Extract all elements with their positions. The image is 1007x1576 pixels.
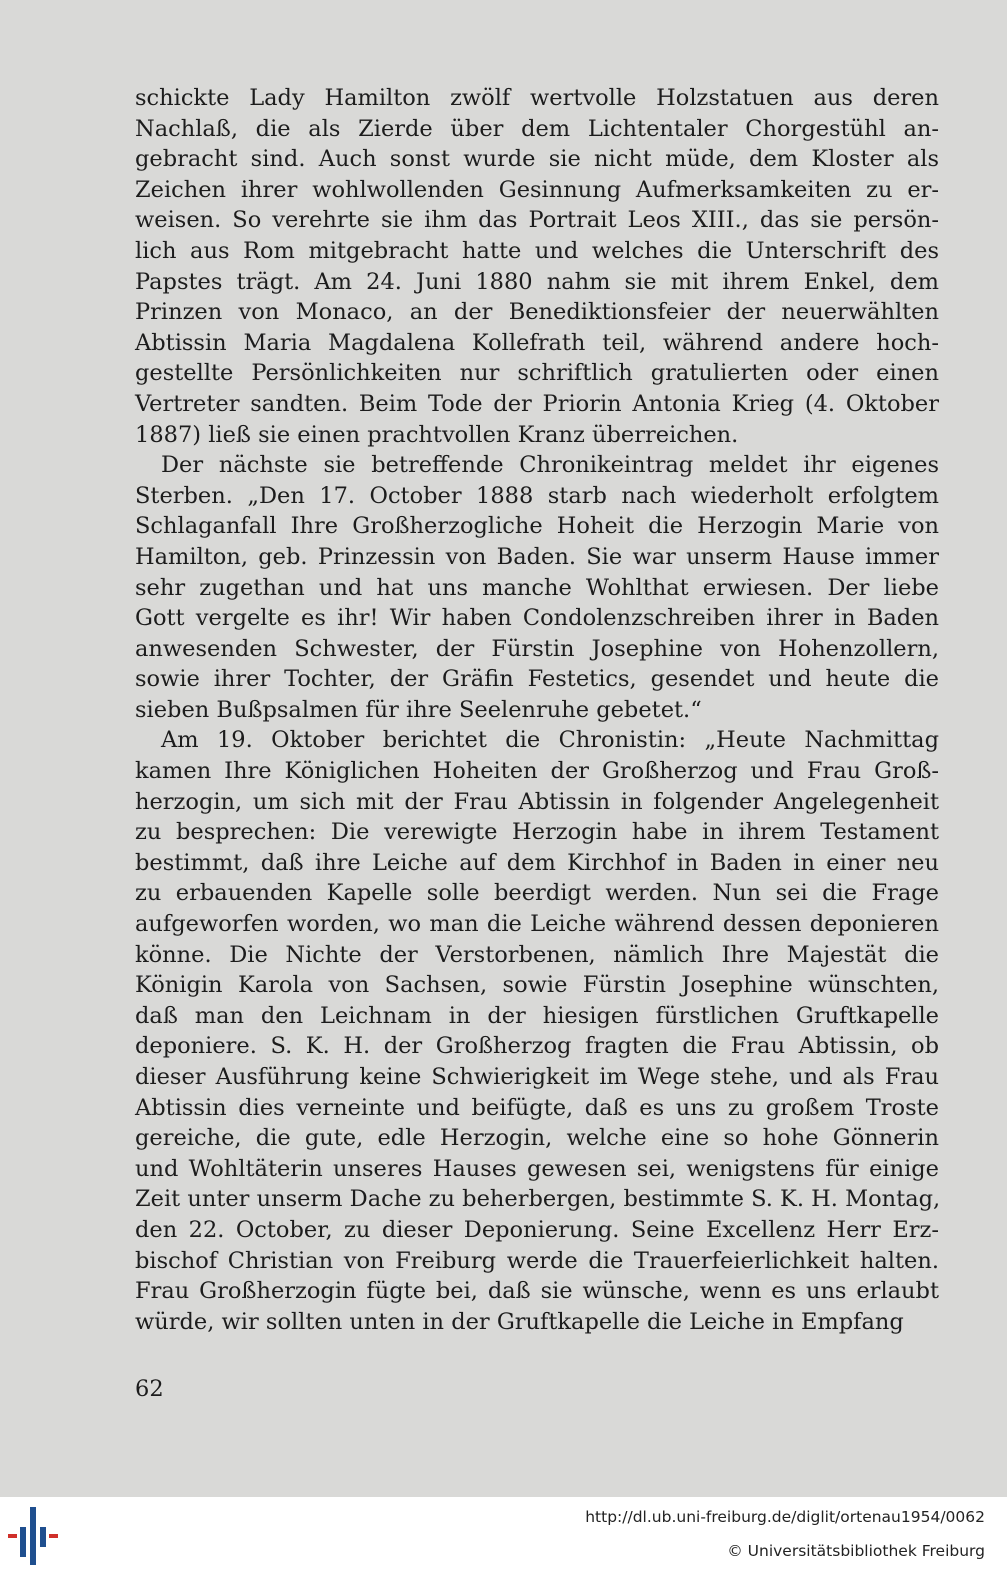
text-line: zu besprechen: Die verewigte Herzogin habe in ihrem Testament xyxy=(135,819,939,846)
text-line: zu erbauenden Kapelle solle beerdigt werden. Nun sei die Frage xyxy=(135,880,939,907)
text-line: Zeichen ihrer wohlwollenden Gesinnung Aufmerksamkeiten zu er- xyxy=(135,176,939,203)
body-text xyxy=(135,83,939,1337)
ub-freiburg-logo-icon[interactable] xyxy=(4,1503,64,1567)
text-line: Sterben. „Den 17. October 1888 starb nach wiederholt erfolgtem xyxy=(135,482,939,509)
text-line: kamen Ihre Königlichen Hoheiten der Großherzog und Frau Groß- xyxy=(135,758,939,785)
text-line: Abtissin Maria Magdalena Kollefrath teil, während andere hoch- xyxy=(135,329,939,356)
text-line: gereiche, die gute, edle Herzogin, welche eine so hohe Gönnerin xyxy=(135,1125,939,1152)
text-line: Nachlaß, die als Zierde über dem Lichtentaler Chorgestühl an- xyxy=(135,115,939,142)
text-line: Hamilton, geb. Prinzessin von Baden. Sie war unserm Hause immer xyxy=(135,543,939,570)
text-line: bischof Christian von Freiburg werde die Trauerfeierlichkeit halten. xyxy=(135,1247,939,1274)
text-line: Gott vergelte es ihr! Wir haben Condolenzschreiben ihrer in Baden xyxy=(135,605,939,632)
text-line: Vertreter sandten. Beim Tode der Priorin Antonia Krieg (4. Oktober xyxy=(135,390,939,417)
text-line: sehr zugethan und hat uns manche Wohlthat erwiesen. Der liebe xyxy=(135,574,939,601)
text-line: und Wohltäterin unseres Hauses gewesen sei, wenigstens für einige xyxy=(135,1155,939,1182)
text-line: Zeit unter unserm Dache zu beherbergen, bestimmte S. K. H. Montag, xyxy=(135,1186,941,1213)
text-line: deponiere. S. K. H. der Großherzog fragten die Frau Abtissin, ob xyxy=(135,1033,939,1060)
text-line: gestellte Persönlichkeiten nur schriftlich gratulierten oder einen xyxy=(135,360,939,387)
text-line: könne. Die Nichte der Verstorbenen, nämlich Ihre Majestät die xyxy=(135,941,939,968)
paragraph xyxy=(135,83,939,450)
text-line: Frau Großherzogin fügte bei, daß sie wünsche, wenn es uns erlaubt xyxy=(135,1278,939,1305)
paragraph xyxy=(135,450,939,725)
text-line: anwesenden Schwester, der Fürstin Josephine von Hohenzollern, xyxy=(135,635,939,662)
text-line: Abtissin dies verneinte und beifügte, daß es uns zu großem Troste xyxy=(135,1094,939,1121)
text-line: sowie ihrer Tochter, der Gräfin Festetics, gesendet und heute die xyxy=(135,666,939,693)
text-line: gebracht sind. Auch sonst wurde sie nicht müde, dem Kloster als xyxy=(135,146,939,173)
text-line: herzogin, um sich mit der Frau Abtissin in folgender Angelegenheit xyxy=(135,788,939,815)
text-line: dieser Ausführung keine Schwierigkeit im Wege stehe, und als Frau xyxy=(135,1064,939,1090)
text-line: weisen. So verehrte sie ihm das Portrait Leos XIII., das sie persön- xyxy=(135,207,939,234)
viewer-footer xyxy=(0,1497,1007,1576)
text-line: schickte Lady Hamilton zwölf wertvolle Holzstatuen aus deren xyxy=(135,85,939,111)
text-line: 1887) ließ sie einen prachtvollen Kranz überreichen. xyxy=(135,421,739,448)
text-line: aufgeworfen worden, wo man die Leiche während dessen deponieren xyxy=(135,911,939,938)
copyright-notice: © Universitätsbibliothek Freiburg xyxy=(727,1542,985,1560)
text-line: würde, wir sollten unten in der Gruftkapelle die Leiche in Empfang xyxy=(135,1308,904,1335)
text-line: Prinzen von Monaco, an der Benediktionsfeier der neuerwählten xyxy=(135,299,939,326)
text-line: Königin Karola von Sachsen, sowie Fürstin Josephine wünschten, xyxy=(135,972,939,999)
document-url-link[interactable]: http://dl.ub.uni-freiburg.de/diglit/ortenau1954/0062 xyxy=(585,1508,985,1526)
text-line: Schlaganfall Ihre Großherzogliche Hoheit die Herzogin Marie von xyxy=(135,513,939,540)
paragraph xyxy=(135,725,939,1337)
text-line: lich aus Rom mitgebracht hatte und welches die Unterschrift des xyxy=(135,237,939,264)
text-line: Der nächste sie betreffende Chronikeintrag meldet ihr eigenes xyxy=(161,452,939,479)
text-line: sieben Bußpsalmen für ihre Seelenruhe gebetet.“ xyxy=(135,696,702,723)
text-line: bestimmt, daß ihre Leiche auf dem Kirchhof in Baden in einer neu xyxy=(135,849,939,876)
page-number: 62 xyxy=(135,1376,164,1402)
text-line: daß man den Leichnam in der hiesigen fürstlichen Gruftkapelle xyxy=(135,1002,939,1029)
text-line: Papstes trägt. Am 24. Juni 1880 nahm sie mit ihrem Enkel, dem xyxy=(135,268,939,295)
text-line: den 22. October, zu dieser Deponierung. Seine Excellenz Herr Erz- xyxy=(135,1216,939,1243)
text-line: Am 19. Oktober berichtet die Chronistin: „Heute Nachmittag xyxy=(161,727,939,754)
